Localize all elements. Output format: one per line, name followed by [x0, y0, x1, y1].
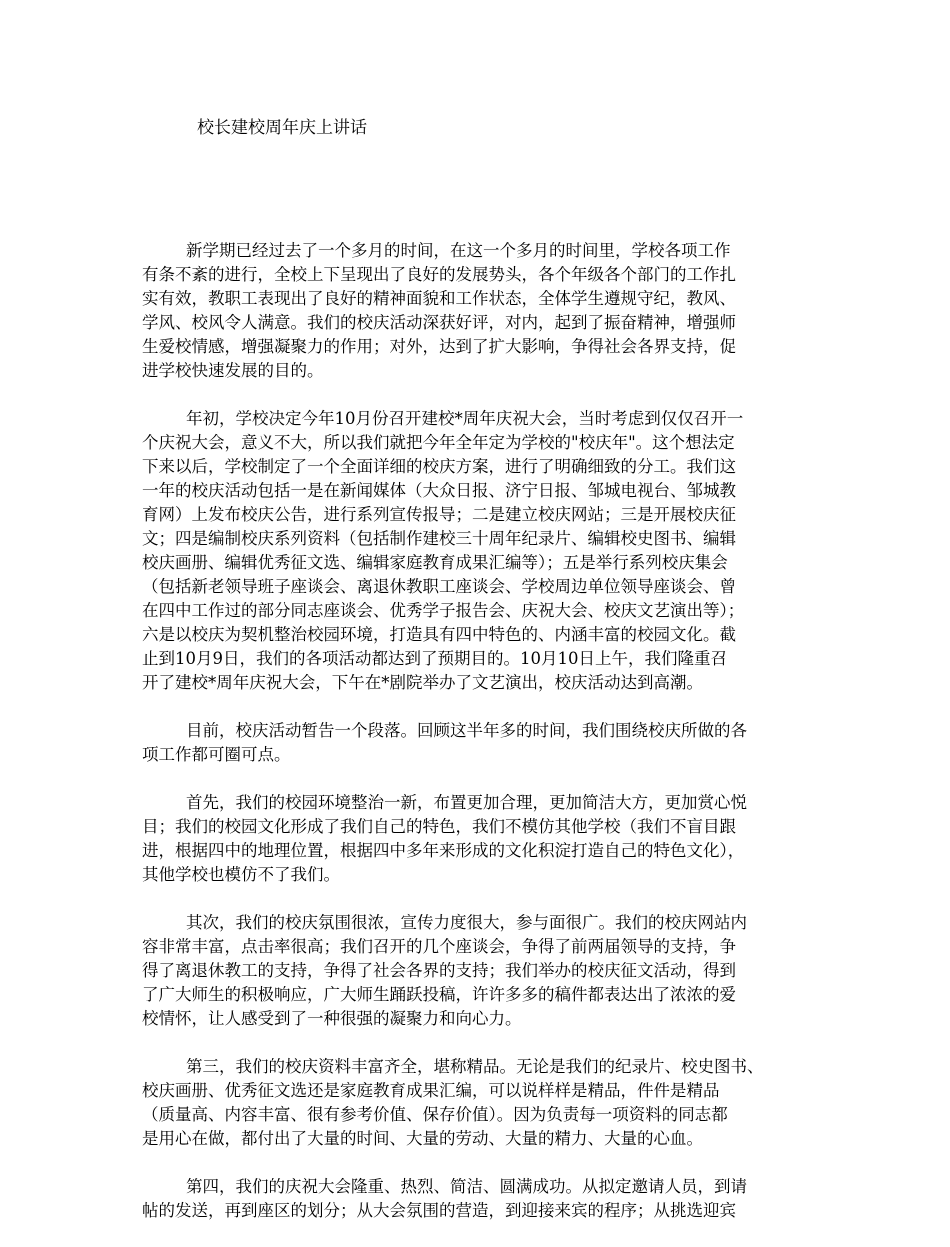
text-line: 下来以后，学校制定了一个全面详细的校庆方案，进行了明确细致的分工。我们这: [142, 457, 736, 476]
paragraph: [142, 407, 822, 695]
paragraph: [142, 1175, 822, 1223]
paragraph: [142, 239, 822, 383]
text-line: 校庆画册、编辑优秀征文选、编辑家庭教育成果汇编等）；五是举行系列校庆集会: [142, 553, 728, 572]
text-line: 第三，我们的校庆资料丰富齐全，堪称精品。无论是我们的纪录片、校史图书、: [186, 1057, 764, 1076]
text-line: 目；我们的校园文化形成了我们自己的特色，我们不模仿其他学校（我们不盲目跟: [142, 817, 736, 836]
document-title: 校长建校周年庆上讲话: [197, 118, 367, 138]
paragraph: [142, 1055, 822, 1151]
text-line: 其他学校也模仿不了我们。: [142, 865, 340, 884]
text-line: 是用心在做，都付出了大量的时间、大量的劳动、大量的精力、大量的心血。: [142, 1129, 703, 1148]
paragraph: [142, 911, 822, 1031]
text-line: 其次，我们的校庆氛围很浓，宣传力度很大，参与面很广。我们的校庆网站内: [186, 913, 747, 932]
text-line: 个庆祝大会，意义不大，所以我们就把今年全年定为学校的"校庆年"。这个想法定: [142, 433, 735, 452]
text-line: 目前，校庆活动暂告一个段落。回顾这半年多的时间，我们围绕校庆所做的各: [186, 721, 747, 740]
paragraph: [142, 791, 822, 887]
text-line: 文；四是编制校庆系列资料（包括制作建校三十周年纪录片、编辑校史图书、编辑: [142, 529, 736, 548]
text-line: 年初，学校决定今年10月份召开建校*周年庆祝大会，当时考虑到仅仅召开一: [186, 409, 744, 428]
text-line: 生爱校情感，增强凝聚力的作用；对外，达到了扩大影响，争得社会各界支持，促: [142, 337, 736, 356]
text-line: 项工作都可圈可点。: [142, 745, 291, 764]
text-line: 止到10月9日，我们的各项活动都达到了预期目的。10月10日上午，我们隆重召: [142, 649, 727, 668]
text-line: 帖的发送，再到座区的划分；从大会氛围的营造，到迎接来宾的程序；从挑选迎宾: [142, 1201, 736, 1220]
text-line: 了广大师生的积极响应，广大师生踊跃投稿，许许多多的稿件都表达出了浓浓的爱: [142, 985, 736, 1004]
text-line: 得了离退休教工的支持，争得了社会各界的支持；我们举办的校庆征文活动，得到: [142, 961, 736, 980]
text-line: 有条不紊的进行，全校上下呈现出了良好的发展势头，各个年级各个部门的工作扎: [142, 265, 736, 284]
text-line: 第四，我们的庆祝大会隆重、热烈、简洁、圆满成功。从拟定邀请人员，到请: [186, 1177, 747, 1196]
text-line: 校情怀，让人感受到了一种很强的凝聚力和向心力。: [142, 1009, 522, 1028]
text-line: 在四中工作过的部分同志座谈会、优秀学子报告会、庆祝大会、校庆文艺演出等）；: [142, 601, 745, 620]
text-line: 实有效，教职工表现出了良好的精神面貌和工作状态，全体学生遵规守纪，教风、: [142, 289, 736, 308]
paragraph: [142, 719, 822, 767]
text-line: 容非常丰富，点击率很高；我们召开的几个座谈会，争得了前两届领导的支持，争: [142, 937, 736, 956]
text-line: 开了建校*周年庆祝大会，下午在*剧院举办了文艺演出，校庆活动达到高潮。: [142, 673, 703, 692]
document-body: [142, 239, 822, 1247]
text-line: 进学校快速发展的目的。: [142, 361, 324, 380]
text-line: 首先，我们的校园环境整治一新，布置更加合理，更加简洁大方，更加赏心悦: [186, 793, 747, 812]
text-line: 新学期已经过去了一个多月的时间，在这一个多月的时间里，学校各项工作: [186, 241, 731, 260]
text-line: 六是以校庆为契机整治校园环境，打造具有四中特色的、内涵丰富的校园文化。截: [142, 625, 736, 644]
text-line: 学风、校风令人满意。我们的校庆活动深获好评，对内，起到了振奋精神，增强师: [142, 313, 736, 332]
text-line: 校庆画册、优秀征文选还是家庭教育成果汇编，可以说样样是精品，件件是精品: [142, 1081, 720, 1100]
text-line: （质量高、内容丰富、很有参考价值、保存价值）。因为负责每一项资料的同志都: [142, 1105, 728, 1124]
text-line: 一年的校庆活动包括一是在新闻媒体（大众日报、济宁日报、邹城电视台、邹城教: [142, 481, 736, 500]
text-line: （包括新老领导班子座谈会、离退休教职工座谈会、学校周边单位领导座谈会、曾: [142, 577, 736, 596]
text-line: 育网）上发布校庆公告，进行系列宣传报导；二是建立校庆网站；三是开展校庆征: [142, 505, 736, 524]
text-line: 进，根据四中的地理位置，根据四中多年来形成的文化积淀打造自己的特色文化），: [142, 841, 745, 860]
